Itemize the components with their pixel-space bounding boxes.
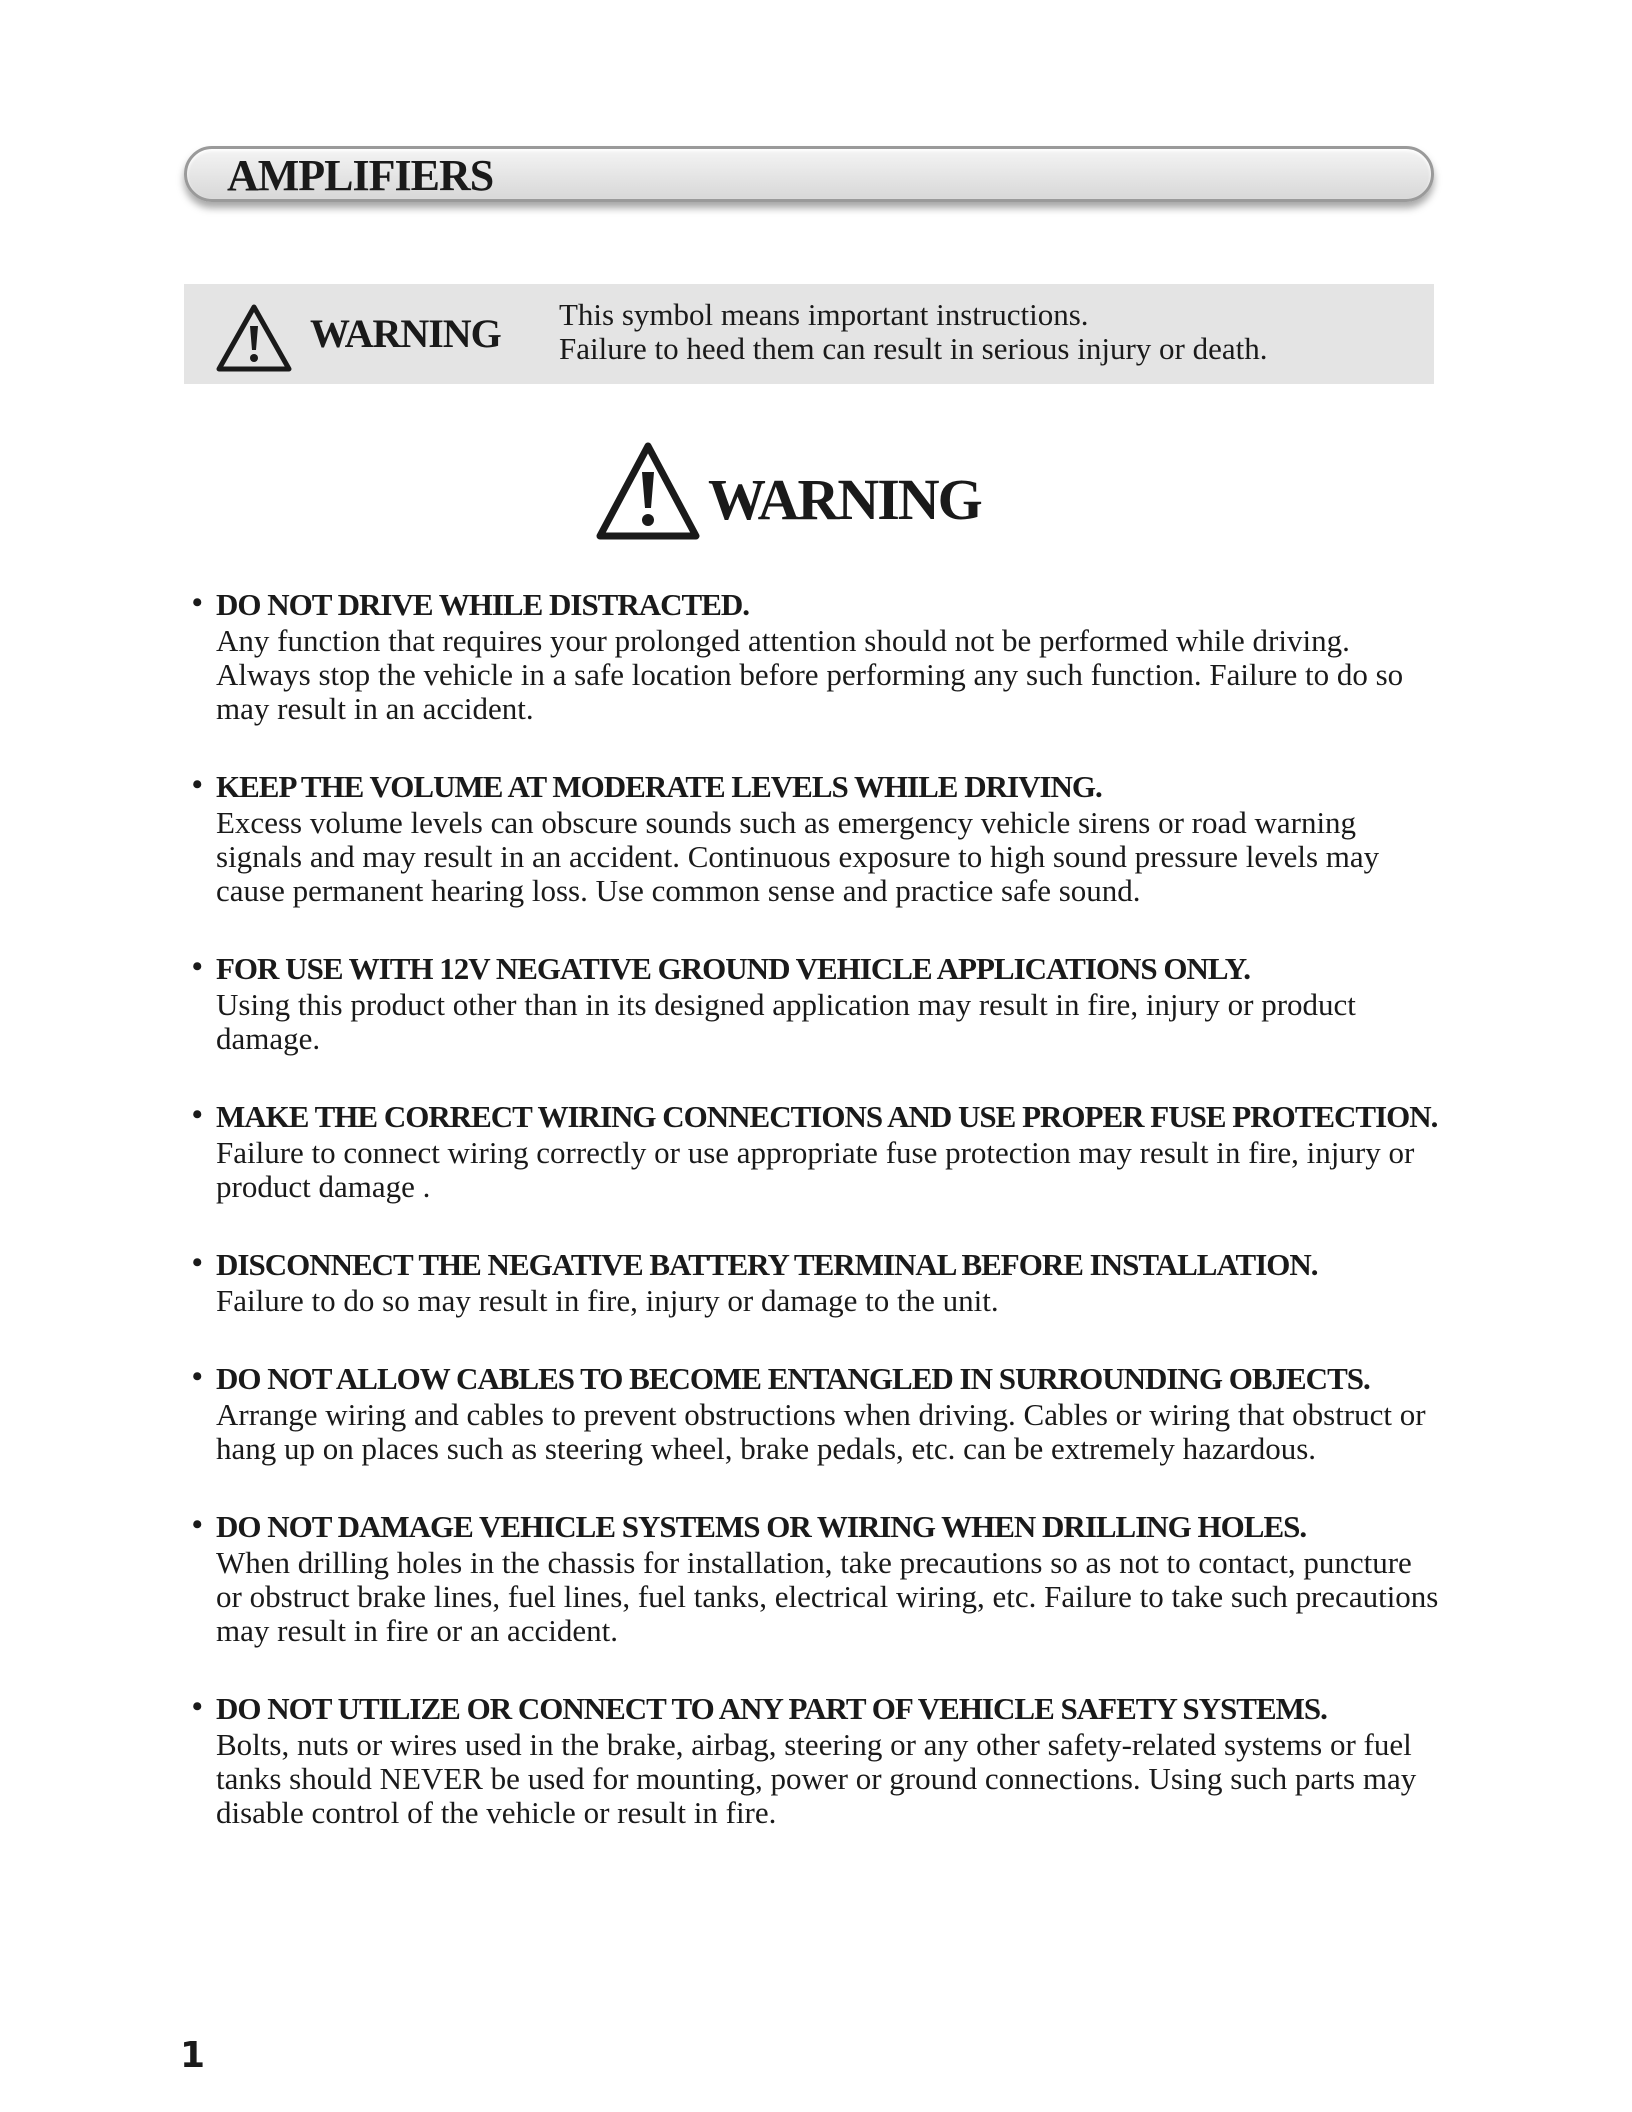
bullet: • (192, 768, 203, 801)
warning-heading: MAKE THE CORRECT WIRING CONNECTIONS AND USE PROPER FUSE PROTECTION. (216, 1099, 1438, 1134)
bullet: • (192, 1690, 203, 1723)
warning-heading: DO NOT UTILIZE OR CONNECT TO ANY PART OF VEHICLE SAFETY SYSTEMS. (216, 1691, 1327, 1726)
bullet: • (192, 950, 203, 983)
warning-triangle-icon (214, 302, 294, 374)
legend-description-line: Failure to heed them can result in serious injury or death. (559, 331, 1268, 366)
warning-heading: DO NOT DAMAGE VEHICLE SYSTEMS OR WIRING WHEN DRILLING HOLES. (216, 1509, 1307, 1544)
bullet: • (192, 1098, 203, 1131)
warning-item (192, 1508, 1442, 1648)
page-number: 1 (180, 2035, 206, 2076)
warning-item (192, 950, 1442, 1056)
warning-body: Arrange wiring and cables to prevent obstructions when driving. Cables or wiring that obstruct or hang up on places such as steering wheel, brake pedals, etc. can be extremely hazardous. (216, 1397, 1426, 1466)
warning-body: When drilling holes in the chassis for installation, take precautions so as not to contact, puncture or obstruct brake lines, fuel lines, fuel tanks, electrical wiring, etc. Failure to take such precautions may result in fire or an accident. (216, 1545, 1439, 1648)
warning-item (192, 1690, 1442, 1830)
bullet: • (192, 586, 203, 619)
warning-body: Any function that requires your prolonged attention should not be performed while driving. Always stop the vehicle in a safe location before performing any such function. Failure to do so may result in an accident. (216, 623, 1404, 726)
legend-warning-label: WARNING (310, 311, 501, 356)
main-warning-heading (594, 438, 1014, 548)
warning-heading: DISCONNECT THE NEGATIVE BATTERY TERMINAL BEFORE INSTALLATION. (216, 1247, 1318, 1282)
warning-item (192, 1098, 1442, 1204)
warning-body: Failure to do so may result in fire, injury or damage to the unit. (216, 1283, 999, 1318)
bullet: • (192, 1360, 203, 1393)
bullet: • (192, 1508, 203, 1541)
warning-heading: KEEP THE VOLUME AT MODERATE LEVELS WHILE DRIVING. (216, 769, 1102, 804)
warning-item (192, 768, 1442, 908)
warning-legend-box (184, 284, 1434, 384)
warning-body: Failure to connect wiring correctly or use appropriate fuse protection may result in fire, injury or product damage . (216, 1135, 1415, 1204)
section-title-bar (184, 146, 1434, 202)
warning-item (192, 1360, 1442, 1466)
warning-body: Bolts, nuts or wires used in the brake, airbag, steering or any other safety-related systems or fuel tanks should NEVER be used for mounting, power or ground connections. Using such parts may disable control of the vehicle or result in fire. (216, 1727, 1417, 1830)
section-title: AMPLIFIERS (227, 151, 494, 200)
warning-item (192, 586, 1442, 726)
warning-body: Using this product other than in its designed application may result in fire, injury or product damage. (216, 987, 1356, 1056)
legend-description-line: This symbol means important instructions. (559, 297, 1089, 332)
warning-heading: DO NOT ALLOW CABLES TO BECOME ENTANGLED IN SURROUNDING OBJECTS. (216, 1361, 1370, 1396)
main-warning-label: WARNING (708, 467, 981, 532)
warning-body: Excess volume levels can obscure sounds such as emergency vehicle sirens or road warning signals and may result in an accident. Continuous exposure to high sound pressure levels may cause permanent hearing loss. Use common sense and practice safe sound. (216, 805, 1380, 908)
warning-item (192, 1246, 1442, 1318)
bullet: • (192, 1246, 203, 1279)
warning-triangle-icon (594, 438, 702, 546)
legend-description (559, 298, 1268, 366)
warning-list (192, 586, 1442, 1872)
warning-heading: DO NOT DRIVE WHILE DISTRACTED. (216, 587, 750, 622)
warning-heading: FOR USE WITH 12V NEGATIVE GROUND VEHICLE APPLICATIONS ONLY. (216, 951, 1250, 986)
